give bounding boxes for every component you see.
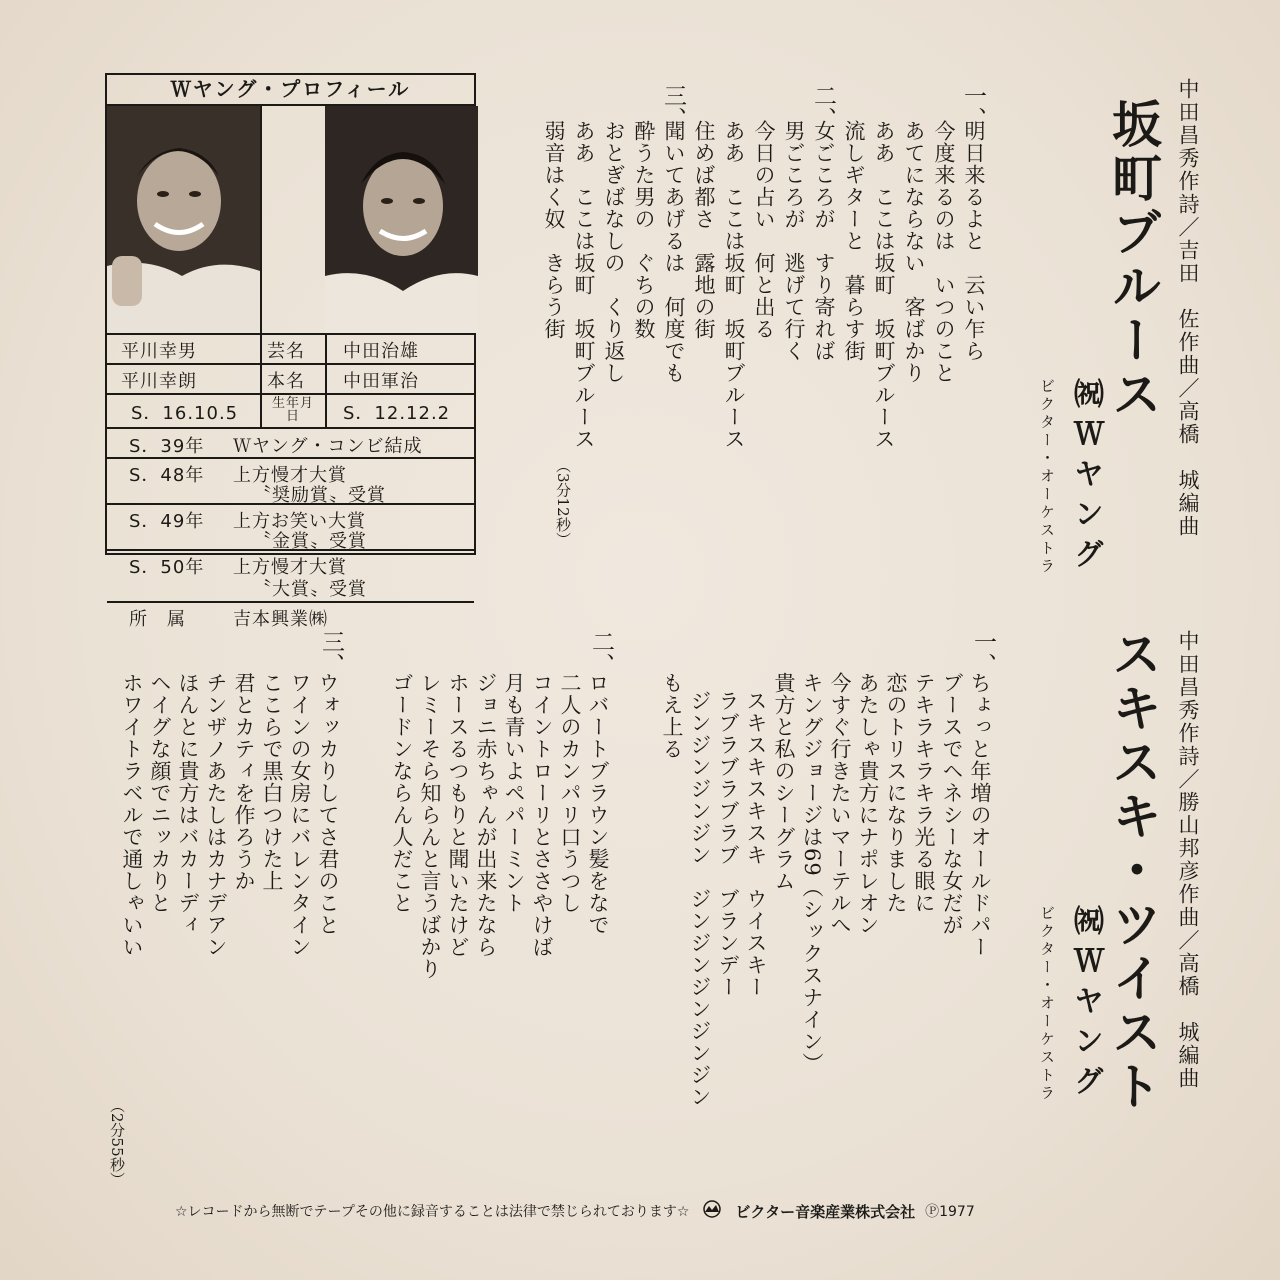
song2-title: スキスキ・ツイスト — [1104, 628, 1163, 1114]
song2-verse2-line6: ホースるつもりと聞いたけど — [446, 672, 470, 958]
song2-verse3-line1: ウォッカりしてさ君のこと — [316, 672, 340, 936]
song2-verse1-line11: ジンジンジンジン ジンジンジンジンジン — [688, 690, 712, 1108]
history-event: 上方お笑い大賞 — [233, 511, 366, 532]
song2-verse2-number: 二、 — [588, 630, 614, 676]
song1-verse1-line3: あてにならない 客ばかり — [902, 120, 926, 384]
song1-verse3-number: 三、 — [660, 84, 686, 130]
member1-birth: S．16.10.5 — [131, 403, 239, 424]
grid-line — [107, 333, 474, 335]
song1-verse2-line4: ああ ここは坂町 坂町ブルース — [722, 120, 746, 450]
song1-verse2-line3: 今日の占い 何と出る — [752, 120, 776, 340]
song1-verse1-number: 一、 — [960, 84, 986, 130]
company-name: ビクター音楽産業株式会社 — [735, 1202, 916, 1221]
song1-verse1-line2: 今度来るのは いつのこと — [932, 120, 956, 384]
history-detail: 〝奨励賞〟受賞 — [253, 485, 386, 506]
song1-verse1-line4: ああ ここは坂町 坂町ブルース — [872, 120, 896, 450]
song1-verse2-line5: 住めば都さ 露地の街 — [692, 120, 716, 340]
song2-verse3-line6: ほんとに貴方はバカーディ — [176, 672, 200, 936]
song1-title: 坂町ブルース — [1104, 98, 1163, 422]
history-detail: 〝金賞〟受賞 — [253, 531, 367, 552]
affiliation-value: 吉本興業㈱ — [233, 609, 328, 630]
grid-line — [325, 333, 327, 427]
victor-logo-icon — [699, 1200, 725, 1222]
song1-credits: 中田昌秀作詩／吉田 佐作曲／高橋 城編曲 — [1176, 78, 1200, 538]
history-event: 上方慢才大賞 — [233, 465, 347, 486]
song1-verse3-line1: 聞いてあげるは 何度でも — [662, 120, 686, 384]
song2-singer: ㈷Ｗヤング — [1068, 905, 1103, 1105]
song2-verse3-line2: ワインの女房にバレンタイン — [288, 672, 312, 958]
grid-line — [107, 427, 474, 429]
grid-line — [107, 601, 474, 603]
member2-birth: S．12.12.2 — [343, 403, 451, 424]
song2-verse2-line3: コイントローリとささやけば — [530, 672, 554, 958]
history-year: S．48年 — [129, 465, 205, 486]
member1-stage-name: 平川幸男 — [121, 341, 197, 362]
song2-verse1-line6: 今すぐ行きたいマーテルへ — [828, 672, 852, 936]
history-detail: 〝大賞〟受賞 — [253, 579, 367, 600]
copyright-notice: ☆レコードから無断でテープその他に録音することは法律で禁じられております☆ — [175, 1204, 690, 1220]
song2-verse1-line1: ちょっと年増のオールドパー — [968, 672, 992, 958]
song2-verse1-line8: 貴方と私のシーグラム — [772, 672, 796, 892]
member2-photo — [325, 106, 478, 333]
history-year: S．49年 — [129, 511, 205, 532]
photo-border — [260, 106, 262, 333]
song2-duration: （2分55秒） — [108, 1098, 126, 1187]
member1-real-name: 平川幸朗 — [121, 371, 197, 392]
song1-verse1-line1: 明日来るよと 云い乍ら — [962, 120, 986, 362]
copyright-year: Ⓟ1977 — [925, 1204, 975, 1220]
stage-name-label: 芸名 — [267, 341, 305, 362]
birth-label: 生年月日 — [271, 396, 314, 424]
history-year: S．39年 — [129, 436, 205, 457]
song2-verse3-number: 三、 — [318, 630, 344, 676]
song1-verse2-number: 二、 — [810, 84, 836, 130]
member2-real-name: 中田軍治 — [343, 371, 419, 392]
song2-verse1-number: 一、 — [970, 630, 996, 676]
song2-verse1-line7: キングジョージは69（シックスナイン） — [800, 672, 824, 1075]
song2-verse2-line4: 月も青いよペパーミント — [502, 672, 526, 914]
song2-verse1-line2: ブースでヘネシーな女だが — [940, 672, 964, 936]
song2-verse2-line7: レミーそら知らんと言うばかり — [418, 672, 442, 980]
song2-verse3-line3: ここらで黒白つけた上 — [260, 672, 284, 892]
member2-stage-name: 中田治雄 — [343, 341, 419, 362]
song2-verse1-line10: ラブラブラブラブ ブランデー — [716, 690, 740, 998]
song1-orchestra: ビクター・オーケストラ — [1038, 378, 1056, 576]
history-event: Ｗヤング・コンビ結成 — [233, 436, 423, 457]
song2-orchestra: ビクター・オーケストラ — [1038, 905, 1056, 1103]
history-year: S．50年 — [129, 557, 205, 578]
grid-line — [107, 363, 474, 365]
song2-verse3-line8: ホワイトラベルで通しゃいい — [120, 672, 144, 958]
song1-verse1-line5: 流しギターと 暮らす街 — [842, 120, 866, 362]
song1-verse3-line3: おとぎばなしの くり返し — [602, 120, 626, 384]
history-event: 上方慢才大賞 — [233, 557, 347, 578]
song1-verse3-line4: ああ ここは坂町 坂町ブルース — [572, 120, 596, 450]
song2-verse2-line8: ゴードンならん人だこと — [390, 672, 414, 914]
song1-verse2-line1: 女ごころが すり寄れば — [812, 120, 836, 362]
song2-verse2-line5: ジョニ赤ちゃんが出来たなら — [474, 672, 498, 958]
song2-verse3-line4: 君とカティを作ろうか — [232, 672, 256, 892]
song2-verse3-line5: チンザノあたしはカナデアン — [204, 672, 228, 958]
profile-title: Ｗヤング・プロフィール — [107, 75, 474, 106]
song2-verse2-line2: 二人のカンパリ口うつし — [558, 672, 582, 914]
member1-photo — [107, 106, 260, 333]
song2-verse1-line3: テキラキラキラ光る眼に — [912, 672, 936, 914]
footer — [175, 1200, 1115, 1222]
song1-verse3-line5: 弱音はく奴 きらう街 — [542, 120, 566, 340]
profile-box — [105, 73, 476, 630]
song2-credits: 中田昌秀作詩／勝山邦彦作曲／高橋 城編曲 — [1176, 630, 1200, 1090]
grid-line — [107, 393, 474, 395]
grid-line — [260, 333, 262, 427]
song2-verse1-line5: あたしゃ貴方にナポレオン — [856, 672, 880, 936]
song2-verse2-line1: ロバートブラウン髪をなで — [586, 672, 610, 936]
song1-verse3-line2: 酔うた男の ぐちの数 — [632, 120, 656, 340]
real-name-label: 本名 — [267, 371, 305, 392]
song2-verse1-line12: もえ上る — [660, 672, 684, 760]
song1-singer: ㈷Ｗヤング — [1068, 378, 1103, 578]
affiliation-label: 所 属 — [129, 609, 186, 630]
song2-verse1-line4: 恋のトリスになりました — [884, 672, 908, 914]
song1-verse2-line2: 男ごころが 逃げて行く — [782, 120, 806, 362]
song2-verse1-line9: スキスキスキスキ ウイスキー — [744, 690, 768, 998]
song2-verse3-line7: ヘイグな顔でニッカりと — [148, 672, 172, 914]
song1-duration: （3分12秒） — [554, 458, 572, 547]
